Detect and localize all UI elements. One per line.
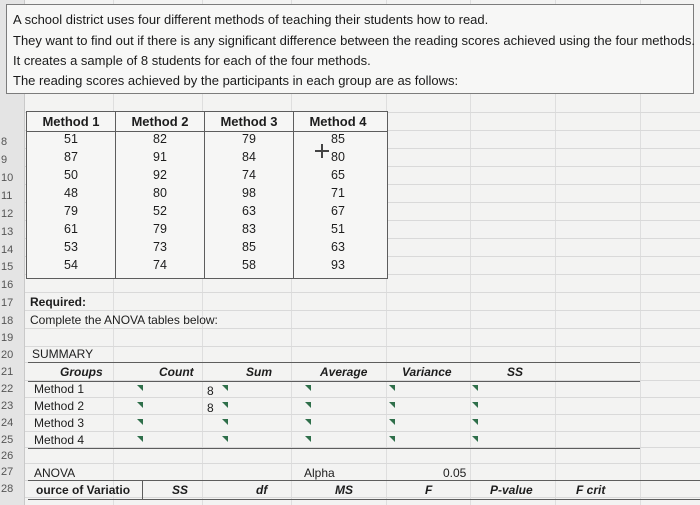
anova-header-pvalue[interactable]: P-value bbox=[490, 483, 533, 497]
row-number[interactable]: 19 bbox=[1, 332, 14, 344]
column-header[interactable]: Method 2 bbox=[131, 114, 189, 129]
alpha-value[interactable]: 0.05 bbox=[443, 466, 467, 480]
score-cell[interactable]: 71 bbox=[331, 186, 345, 200]
required-instruction[interactable]: Complete the ANOVA tables below: bbox=[30, 313, 218, 327]
summary-header-variance[interactable]: Variance bbox=[402, 365, 452, 379]
row-number[interactable]: 23 bbox=[1, 400, 14, 412]
score-cell[interactable]: 79 bbox=[64, 204, 78, 218]
score-cell[interactable]: 53 bbox=[64, 240, 78, 254]
comment-marker-icon[interactable] bbox=[222, 402, 228, 408]
summary-header-count[interactable]: Count bbox=[159, 365, 194, 379]
summary-header-groups[interactable]: Groups bbox=[60, 365, 103, 379]
anova-header-df[interactable]: df bbox=[256, 483, 268, 497]
row-number[interactable]: 20 bbox=[1, 349, 14, 361]
alpha-label[interactable]: Alpha bbox=[304, 466, 335, 480]
comment-marker-icon[interactable] bbox=[305, 385, 311, 391]
comment-marker-icon[interactable] bbox=[472, 436, 478, 442]
row-number[interactable]: 26 bbox=[1, 450, 14, 462]
score-cell[interactable]: 50 bbox=[64, 168, 78, 182]
column-header[interactable]: Method 4 bbox=[309, 114, 367, 129]
comment-marker-icon[interactable] bbox=[222, 436, 228, 442]
count-cell[interactable]: 8 bbox=[207, 401, 214, 415]
score-cell[interactable]: 73 bbox=[153, 240, 167, 254]
column-header[interactable]: Method 1 bbox=[42, 114, 100, 129]
score-cell[interactable]: 92 bbox=[153, 168, 167, 182]
comment-marker-icon[interactable] bbox=[305, 419, 311, 425]
summary-header-ss[interactable]: SS bbox=[507, 365, 524, 379]
score-cell[interactable]: 74 bbox=[242, 168, 256, 182]
comment-marker-icon[interactable] bbox=[222, 385, 228, 391]
row-number[interactable]: 27 bbox=[1, 466, 14, 478]
count-cell[interactable]: 8 bbox=[207, 384, 214, 398]
score-cell[interactable]: 58 bbox=[242, 258, 256, 272]
column-header[interactable]: Method 3 bbox=[220, 114, 278, 129]
cell-cursor-icon bbox=[315, 144, 329, 158]
comment-marker-icon[interactable] bbox=[305, 436, 311, 442]
score-cell[interactable]: 85 bbox=[331, 132, 345, 146]
comment-marker-icon[interactable] bbox=[137, 402, 143, 408]
row-number[interactable]: 12 bbox=[1, 208, 14, 220]
summary-label[interactable]: SUMMARY bbox=[32, 347, 94, 361]
comment-marker-icon[interactable] bbox=[389, 436, 395, 442]
intro-line: A school district uses four different methods of teaching their students how to read. bbox=[13, 12, 489, 27]
comment-marker-icon[interactable] bbox=[222, 419, 228, 425]
comment-marker-icon[interactable] bbox=[305, 402, 311, 408]
score-cell[interactable]: 63 bbox=[331, 240, 345, 254]
row-number[interactable]: 11 bbox=[1, 190, 13, 202]
score-cell[interactable]: 84 bbox=[242, 150, 256, 164]
score-cell[interactable]: 91 bbox=[153, 150, 167, 164]
row-number[interactable]: 16 bbox=[1, 279, 14, 291]
anova-header-source[interactable]: ource of Variatio bbox=[36, 483, 131, 497]
score-cell[interactable]: 80 bbox=[153, 186, 167, 200]
score-cell[interactable]: 52 bbox=[153, 204, 167, 218]
comment-marker-icon[interactable] bbox=[389, 402, 395, 408]
problem-statement-box[interactable] bbox=[6, 4, 694, 94]
comment-marker-icon[interactable] bbox=[472, 402, 478, 408]
row-number[interactable]: 15 bbox=[1, 261, 14, 273]
score-cell[interactable]: 51 bbox=[64, 132, 78, 146]
row-number[interactable]: 22 bbox=[1, 383, 14, 395]
score-cell[interactable]: 85 bbox=[242, 240, 256, 254]
comment-marker-icon[interactable] bbox=[472, 385, 478, 391]
anova-label[interactable]: ANOVA bbox=[34, 466, 76, 480]
score-cell[interactable]: 82 bbox=[153, 132, 167, 146]
score-cell[interactable]: 87 bbox=[64, 150, 78, 164]
score-cell[interactable]: 93 bbox=[331, 258, 345, 272]
score-cell[interactable]: 63 bbox=[242, 204, 256, 218]
row-number[interactable]: 25 bbox=[1, 434, 14, 446]
row-number[interactable]: 13 bbox=[1, 226, 14, 238]
row-number[interactable]: 10 bbox=[1, 172, 14, 184]
intro-line: The reading scores achieved by the participants in each group are as follows: bbox=[13, 73, 459, 88]
score-cell[interactable]: 79 bbox=[153, 222, 167, 236]
reading-scores-table bbox=[26, 111, 388, 279]
anova-header-f[interactable]: F bbox=[425, 483, 433, 497]
group-label[interactable]: Method 1 bbox=[34, 382, 85, 396]
required-heading[interactable]: Required: bbox=[30, 295, 87, 309]
intro-line: It creates a sample of 8 students for each of the four methods. bbox=[13, 53, 371, 68]
score-cell[interactable]: 61 bbox=[64, 222, 78, 236]
score-cell[interactable]: 48 bbox=[64, 186, 78, 200]
score-cell[interactable]: 80 bbox=[331, 150, 345, 164]
comment-marker-icon[interactable] bbox=[137, 436, 143, 442]
summary-header-average[interactable]: Average bbox=[320, 365, 368, 379]
comment-marker-icon[interactable] bbox=[389, 419, 395, 425]
score-cell[interactable]: 74 bbox=[153, 258, 167, 272]
row-number[interactable]: 24 bbox=[1, 417, 14, 429]
anova-header-ms[interactable]: MS bbox=[335, 483, 353, 497]
row-number[interactable]: 18 bbox=[1, 315, 14, 327]
intro-line: They want to find out if there is any significant difference between the reading scores achieved using the four methods. bbox=[13, 33, 695, 48]
row-number[interactable]: 9 bbox=[1, 154, 8, 166]
summary-header-sum[interactable]: Sum bbox=[246, 365, 273, 379]
comment-marker-icon[interactable] bbox=[472, 419, 478, 425]
score-cell[interactable]: 98 bbox=[242, 186, 256, 200]
row-number[interactable]: 14 bbox=[1, 244, 14, 256]
score-cell[interactable]: 79 bbox=[242, 132, 256, 146]
group-label[interactable]: Method 3 bbox=[34, 416, 85, 430]
anova-header-ss[interactable]: SS bbox=[172, 483, 189, 497]
comment-marker-icon[interactable] bbox=[137, 419, 143, 425]
score-cell[interactable]: 54 bbox=[64, 258, 78, 272]
score-cell[interactable]: 65 bbox=[331, 168, 345, 182]
score-cell[interactable]: 83 bbox=[242, 222, 256, 236]
comment-marker-icon[interactable] bbox=[137, 385, 143, 391]
row-number[interactable]: 28 bbox=[1, 483, 14, 495]
score-cell[interactable]: 51 bbox=[331, 222, 345, 236]
comment-marker-icon[interactable] bbox=[389, 385, 395, 391]
row-number[interactable]: 17 bbox=[1, 297, 14, 309]
score-cell[interactable]: 67 bbox=[331, 204, 345, 218]
row-number[interactable]: 8 bbox=[1, 136, 8, 148]
row-number[interactable]: 21 bbox=[1, 366, 14, 378]
anova-header-fcrit[interactable]: F crit bbox=[576, 483, 606, 497]
group-label[interactable]: Method 2 bbox=[34, 399, 85, 413]
group-label[interactable]: Method 4 bbox=[34, 433, 85, 447]
